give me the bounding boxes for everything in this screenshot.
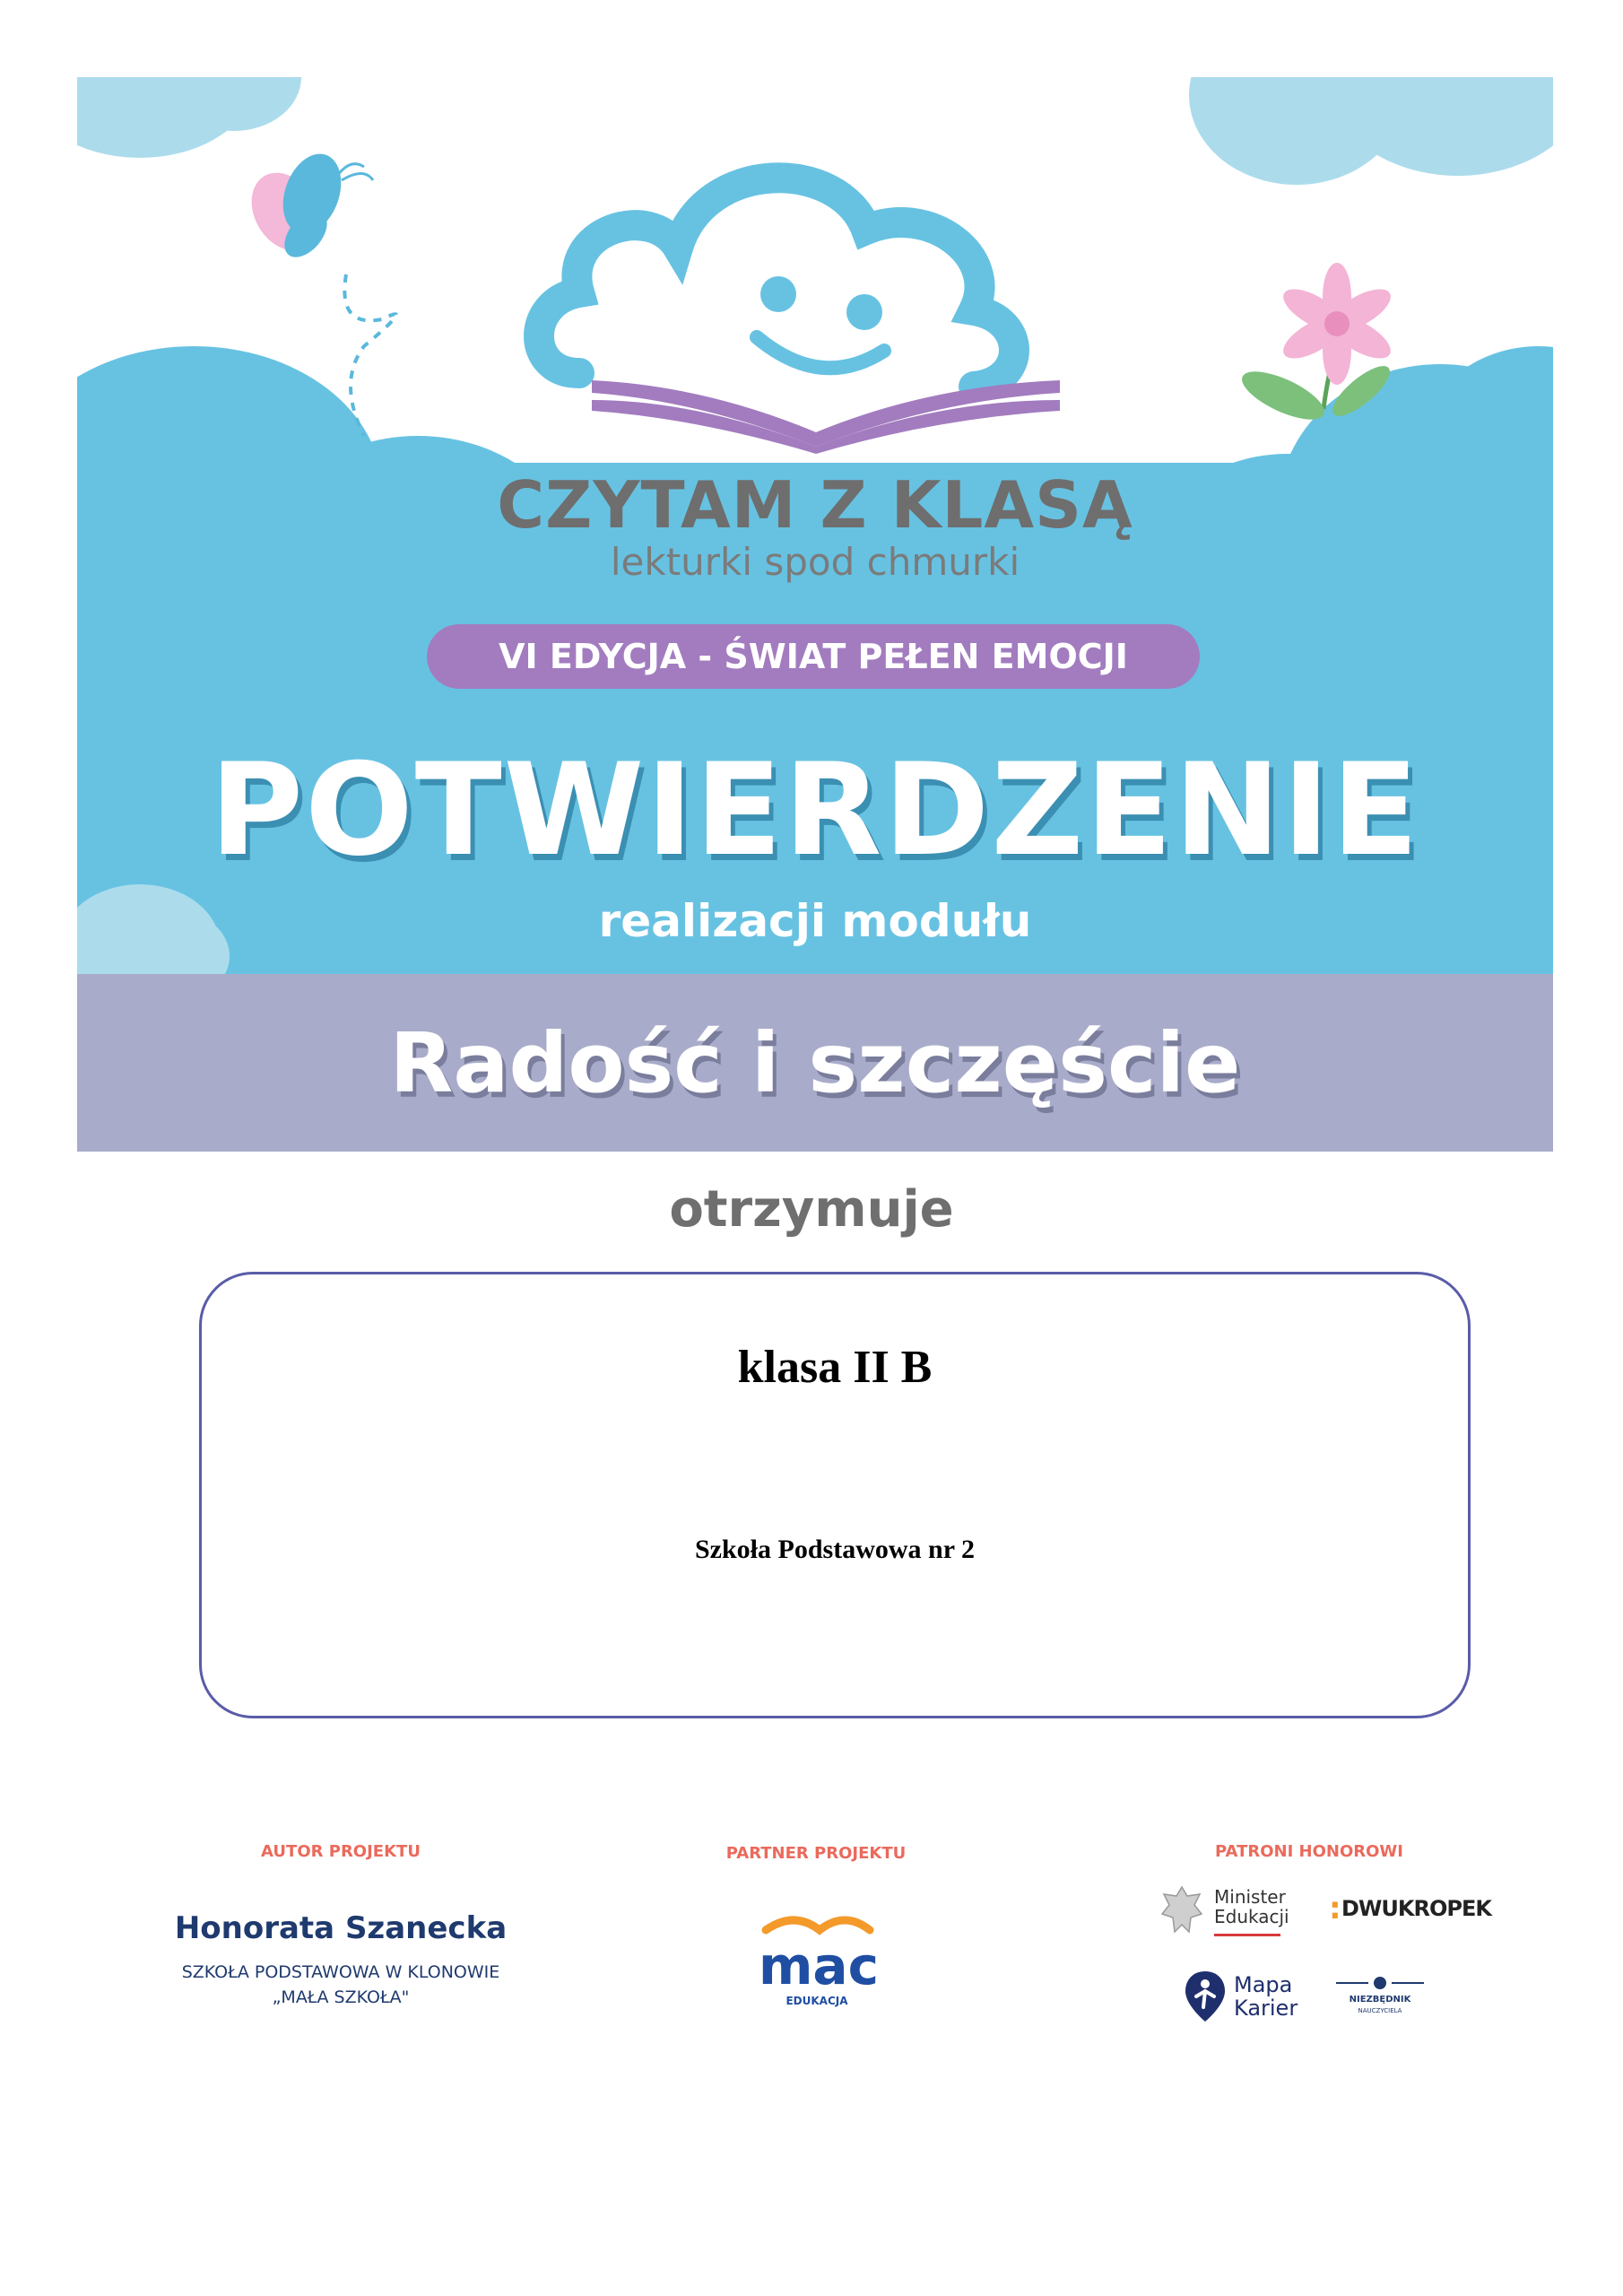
cloud-logo-icon xyxy=(539,178,1014,387)
author-label: AUTOR PROJEKTU xyxy=(261,1842,421,1861)
ministry-underline xyxy=(1214,1934,1280,1936)
patron-dwukropek-name: DWUKROPEK xyxy=(1341,1896,1491,1921)
patron-niezbednik-line1: NIEZBĘDNIK xyxy=(1349,1995,1411,2005)
patron-niezbednik-line2: NAUCZYCIELA xyxy=(1358,2007,1402,2014)
logo-illustration xyxy=(77,77,1553,472)
module-band xyxy=(77,974,1553,1152)
patron-ministry xyxy=(1157,1882,1300,1944)
recipient-school: Szkoła Podstawowa nr 2 xyxy=(695,1535,975,1564)
module-title: Radość i szczęście xyxy=(389,1014,1241,1111)
patron-mapa-line1: Mapa xyxy=(1234,1972,1293,1997)
colon-icon: : xyxy=(1329,1891,1341,1926)
brand-title: CZYTAM Z KLASĄ xyxy=(497,467,1133,543)
patron-mapa-karier xyxy=(1184,1970,1309,2032)
niezbednik-line-left xyxy=(1336,1982,1368,1984)
author-school-line2: „MAŁA SZKOŁA" xyxy=(272,1987,410,2007)
recipient-class: klasa II B xyxy=(737,1342,933,1393)
butterfly-icon xyxy=(239,146,396,436)
brand-subtitle: lekturki spod chmurki xyxy=(610,540,1020,584)
partner-logo xyxy=(759,1910,879,2009)
niezbednik-line-right xyxy=(1392,1982,1424,1984)
certificate-subtitle: realizacji modułu xyxy=(598,895,1032,947)
partner-name: mac xyxy=(759,1935,879,1996)
header-banner xyxy=(77,77,1553,974)
recipient-box xyxy=(199,1272,1471,1718)
author-name: Honorata Szanecka xyxy=(174,1910,508,1946)
map-pin-icon xyxy=(1184,1970,1227,2023)
author-school xyxy=(152,1960,529,2010)
partner-sub: EDUKACJA xyxy=(785,1995,848,2007)
patron-mapa-line2: Karier xyxy=(1234,1996,1298,2021)
patrons-label: PATRONI HONOROWI xyxy=(1215,1842,1403,1861)
flower-icon xyxy=(1236,263,1397,429)
partner-label: PARTNER PROJEKTU xyxy=(725,1844,907,1863)
author-school-line1: SZKOŁA PODSTAWOWA W KLONOWIE xyxy=(181,1962,500,1982)
patron-ministry-line1: Minister xyxy=(1214,1886,1286,1908)
certificate-title: POTWIERDZENIE xyxy=(210,736,1420,884)
checkmark-icon xyxy=(1374,1977,1386,1989)
eagle-emblem-icon xyxy=(1157,1882,1207,1939)
patron-ministry-line2: Edukacji xyxy=(1214,1906,1289,1927)
edition-badge: VI EDYCJA - ŚWIAT PEŁEN EMOCJI xyxy=(427,624,1200,689)
patron-niezbednik xyxy=(1332,1973,1428,2023)
receives-label: otrzymuje xyxy=(669,1180,954,1239)
open-book-icon xyxy=(592,380,1060,454)
patron-dwukropek xyxy=(1329,1891,1491,1930)
